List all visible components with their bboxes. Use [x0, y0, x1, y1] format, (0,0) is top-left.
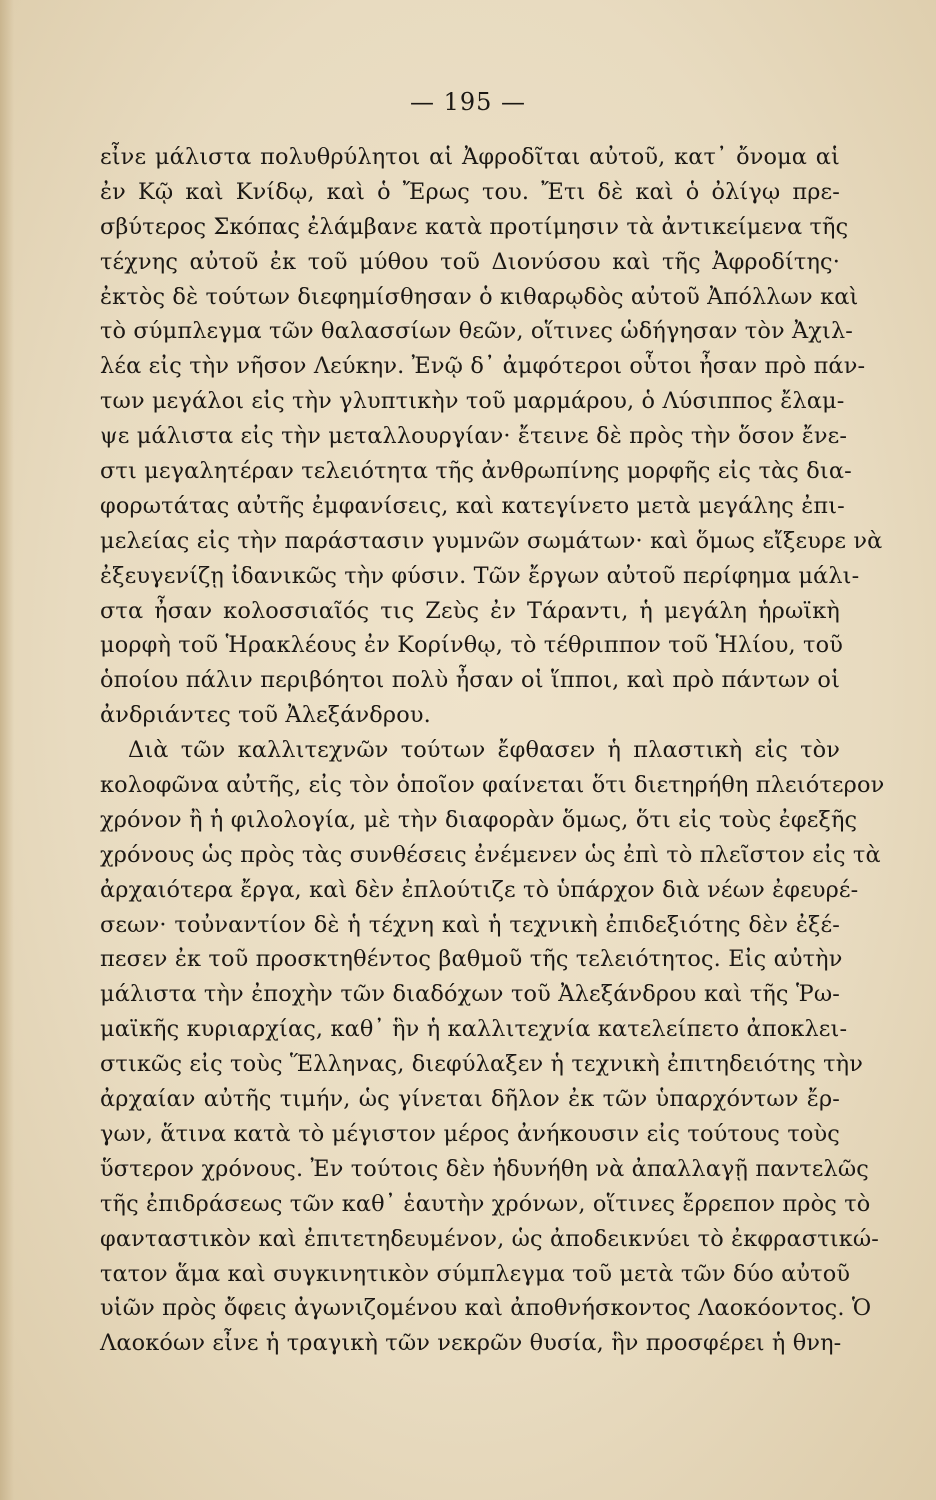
text-line: των μεγάλοι εἰς τὴν γλυπτικὴν τοῦ μαρμάρου, ὁ Λύσιππος ἔλαμ- — [100, 388, 845, 415]
text-line: εἶνε μάλιστα πολυθρύλητοι αἱ Ἀφροδῖται αὐτοῦ, κατ᾽ ὄνομα αἱ — [100, 144, 840, 170]
text-line: λέα εἰς τὴν νῆσον Λεύκην. Ἐνῷ δ᾽ ἀμφότεροι οὗτοι ἦσαν πρὸ πάν- — [100, 353, 866, 380]
text-line: τέχνης αὐτοῦ ἐκ τοῦ μύθου τοῦ Διονύσου καὶ τῆς Ἀφροδίτης· — [100, 248, 840, 275]
text-line: μάλιστα τὴν ἐποχὴν τῶν διαδόχων τοῦ Ἀλεξάνδρου καὶ τῆς Ῥω- — [100, 981, 840, 1008]
text-line: ἀρχαιότερα ἔργα, καὶ δὲν ἐπλούτιζε τὸ ὑπάρχον διὰ νέων ἐφευρέ- — [100, 876, 859, 903]
text-line-paragraph-start: Διὰ τῶν καλλιτεχνῶν τούτων ἔφθασεν ἡ πλαστικὴ εἰς τὸν — [128, 737, 840, 764]
text-line: πεσεν ἐκ τοῦ προσκτηθέντος βαθμοῦ τῆς τελειότητος. Εἰς αὐτὴν — [100, 946, 843, 973]
text-line: ὕστερον χρόνους. Ἐν τούτοις δὲν ἠδυνήθη νὰ ἀπαλλαγῇ παντελῶς — [100, 1155, 869, 1182]
text-line: μορφὴ τοῦ Ἡρακλέους ἐν Κορίνθῳ, τὸ τέθριππον τοῦ Ἡλίου, τοῦ — [100, 632, 843, 659]
text-line: στα ἦσαν κολοσσιαῖός τις Ζεὺς ἐν Τάραντι, ἡ μεγάλη ἡρωϊκὴ — [100, 597, 840, 624]
text-line: στικῶς εἰς τοὺς Ἕλληνας, διεφύλαξεν ἡ τεχνικὴ ἐπιτηδειότης τὴν — [100, 1051, 863, 1078]
page-number: — 195 — — [409, 88, 527, 116]
text-line: φορωτάτας αὐτῆς ἐμφανίσεις, καὶ κατεγίνετο μετὰ μεγάλης ἐπι- — [100, 492, 845, 519]
text-line: χρόνους ὡς πρὸς τὰς συνθέσεις ἐνέμενεν ὡς ἐπὶ τὸ πλεῖστον εἰς τὰ — [100, 841, 881, 868]
text-line: τατον ἅμα καὶ συγκινητικὸν σύμπλεγμα τοῦ μετὰ τῶν δύο αὐτοῦ — [100, 1260, 851, 1287]
text-line: μελείας εἰς τὴν παράστασιν γυμνῶν σωμάτων· καὶ ὅμως εἴξευρε νὰ — [100, 527, 883, 554]
text-line: ἐν Κῷ καὶ Κνίδῳ, καὶ ὁ Ἔρως του. Ἔτι δὲ καὶ ὁ ὀλίγῳ πρε- — [100, 178, 840, 205]
text-line: ψε μάλιστα εἰς τὴν μεταλλουργίαν· ἔτεινε δὲ πρὸς τὴν ὅσον ἔνε- — [100, 423, 848, 450]
page-gutter-shadow — [0, 0, 14, 1500]
text-line: σβύτερος Σκόπας ἐλάμβανε κατὰ προτίμησιν τὰ ἀντικείμενα τῆς — [100, 213, 849, 240]
text-line: ἐκτὸς δὲ τούτων διεφημίσθησαν ὁ κιθαρῳδὸς αὐτοῦ Ἀπόλλων καὶ — [100, 283, 859, 310]
text-line: φανταστικὸν καὶ ἐπιτετηδευμένον, ὡς ἀποδεικνύει τὸ ἐκφραστικώ- — [100, 1225, 879, 1252]
text-line: μαϊκῆς κυριαρχίας, καθ᾽ ἣν ἡ καλλιτεχνία κατελείπετο ἀποκλει- — [100, 1016, 848, 1043]
text-line: τὸ σύμπλεγμα τῶν θαλασσίων θεῶν, οἵτινες ὡδήγησαν τὸν Ἀχιλ- — [100, 318, 854, 345]
text-line — [100, 1361, 840, 1396]
text-line-paragraph-end: ἀνδριάντες τοῦ Ἀλεξάνδρου. — [100, 702, 431, 729]
text-line: στι μεγαλητέραν τελειότητα τῆς ἀνθρωπίνης μορφῆς εἰς τὰς δια- — [100, 458, 852, 485]
text-line: υἱῶν πρὸς ὄφεις ἀγωνιζομένου καὶ ἀποθνήσκοντος Λαοκόοντος. Ὁ — [100, 1295, 872, 1322]
text-line: ἐξευγενίζῃ ἰδανικῶς τὴν φύσιν. Τῶν ἔργων αὐτοῦ περίφημα μάλι- — [100, 562, 860, 589]
text-line: γων, ἅτινα κατὰ τὸ μέγιστον μέρος ἀνήκουσιν εἰς τούτους τοὺς — [100, 1120, 840, 1147]
text-line: σεων· τοὐναντίον δὲ ἡ τέχνη καὶ ἡ τεχνικὴ ἐπιδεξιότης δὲν ἐξέ- — [100, 911, 840, 938]
text-line: ὁποίου πάλιν περιβόητοι πολὺ ἦσαν οἱ ἵπποι, καὶ πρὸ πάντων οἱ — [100, 667, 840, 694]
text-line: τῆς ἐπιδράσεως τῶν καθ᾽ ἑαυτὴν χρόνων, οἵτινες ἔρρεπον πρὸς τὸ — [100, 1190, 871, 1217]
text-line: Λαοκόων εἶνε ἡ τραγικὴ τῶν νεκρῶν θυσία, ἣν προσφέρει ἡ θνη- — [100, 1330, 842, 1357]
text-line: ἀρχαίαν αὐτῆς τιμήν, ὡς γίνεται δῆλον ἐκ τῶν ὑπαρχόντων ἔρ- — [100, 1086, 840, 1113]
body-text — [100, 140, 885, 1396]
text-line: κολοφῶνα αὐτῆς, εἰς τὸν ὁποῖον φαίνεται ὅτι διετηρήθη πλειότερον — [100, 772, 885, 799]
text-line: χρόνον ἢ ἡ φιλολογία, μὲ τὴν διαφορὰν ὅμως, ὅτι εἰς τοὺς ἐφεξῆς — [100, 806, 858, 833]
